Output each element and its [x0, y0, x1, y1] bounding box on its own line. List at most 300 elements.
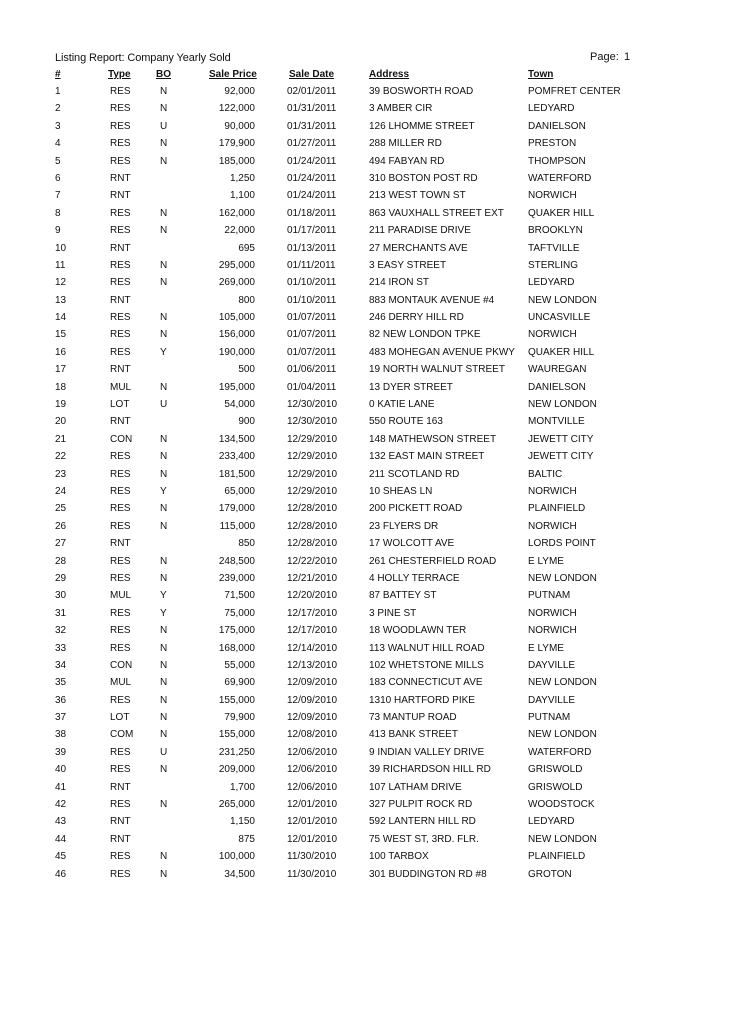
cell-type: RES [110, 799, 131, 811]
cell-type: RES [110, 120, 131, 132]
cell-bo: N [160, 451, 168, 463]
column-header-address: Address [369, 69, 410, 80]
table-row [0, 136, 755, 153]
cell-sale-price: 156,000 [218, 329, 255, 341]
table-row [0, 554, 755, 571]
cell-address: 4 HOLLY TERRACE [369, 572, 460, 584]
cell-sale-date: 12/17/2010 [287, 607, 338, 619]
cell-sale-date: 12/17/2010 [287, 625, 338, 637]
cell-type: RNT [110, 242, 131, 254]
cell-sale-price: 850 [238, 538, 255, 550]
column-header-sale-price: Sale Price [209, 69, 257, 80]
cell-number: 27 [55, 538, 67, 550]
cell-town: JEWETT CITY [528, 451, 594, 463]
cell-type: RES [110, 607, 131, 619]
cell-town: PUTNAM [528, 590, 571, 602]
cell-type: RES [110, 346, 131, 358]
cell-sale-price: 155,000 [218, 694, 255, 706]
cell-bo: N [160, 642, 168, 654]
cell-sale-date: 12/28/2010 [287, 503, 338, 515]
table-row [0, 571, 755, 588]
table-row [0, 467, 755, 484]
cell-type: RES [110, 259, 131, 271]
cell-address: 863 VAUXHALL STREET EXT [369, 207, 504, 219]
table-row [0, 275, 755, 292]
cell-sale-price: 175,000 [218, 625, 255, 637]
cell-number: 39 [55, 746, 67, 758]
cell-sale-price: 168,000 [218, 642, 255, 654]
cell-town: NORWICH [528, 329, 577, 341]
cell-address: 0 KATIE LANE [369, 399, 435, 411]
cell-sale-price: 179,900 [218, 138, 255, 150]
cell-bo: N [160, 277, 168, 289]
cell-town: PLAINFIELD [528, 503, 586, 515]
cell-town: NORWICH [528, 607, 577, 619]
cell-type: RES [110, 468, 131, 480]
cell-town: PLAINFIELD [528, 851, 586, 863]
cell-number: 35 [55, 677, 67, 689]
cell-number: 31 [55, 607, 67, 619]
cell-address: 301 BUDDINGTON RD #8 [369, 868, 487, 880]
cell-sale-price: 231,250 [218, 746, 255, 758]
cell-sale-date: 12/14/2010 [287, 642, 338, 654]
cell-address: 213 WEST TOWN ST [369, 190, 466, 202]
cell-sale-price: 155,000 [218, 729, 255, 741]
cell-type: RES [110, 485, 131, 497]
cell-sale-date: 01/31/2011 [287, 103, 337, 115]
column-header-sale-date: Sale Date [289, 69, 335, 80]
column-header-bo: BO [156, 69, 171, 80]
cell-bo: N [160, 155, 168, 167]
cell-address: 550 ROUTE 163 [369, 416, 443, 428]
cell-type: RNT [110, 781, 131, 793]
cell-town: POMFRET CENTER [528, 86, 621, 97]
cell-town: GROTON [528, 868, 572, 880]
cell-type: RES [110, 155, 131, 167]
cell-address: 107 LATHAM DRIVE [369, 781, 462, 793]
cell-sale-price: 134,500 [218, 433, 255, 445]
cell-sale-price: 1,100 [229, 190, 255, 202]
cell-sale-date: 12/29/2010 [287, 433, 338, 445]
cell-sale-date: 01/13/2011 [287, 242, 337, 254]
table-row [0, 258, 755, 275]
cell-town: LORDS POINT [528, 538, 596, 550]
cell-town: THOMPSON [528, 155, 586, 167]
cell-type: MUL [110, 590, 132, 602]
cell-number: 38 [55, 729, 67, 741]
cell-address: 17 WOLCOTT AVE [369, 538, 455, 550]
cell-bo: N [160, 329, 168, 341]
cell-sale-price: 195,000 [218, 381, 255, 393]
cell-bo: N [160, 729, 168, 741]
cell-sale-price: 295,000 [218, 259, 255, 271]
cell-bo: Y [160, 346, 167, 358]
table-row [0, 84, 755, 101]
cell-town: NORWICH [528, 520, 577, 532]
table-row [0, 727, 755, 744]
cell-type: RNT [110, 833, 131, 845]
table-row [0, 762, 755, 779]
cell-sale-price: 181,500 [218, 468, 255, 480]
cell-sale-date: 12/29/2010 [287, 485, 338, 497]
cell-address: 3 PINE ST [369, 607, 417, 619]
cell-address: 214 IRON ST [369, 277, 430, 289]
cell-bo: N [160, 659, 168, 671]
cell-address: 3 EASY STREET [369, 259, 447, 271]
cell-sale-price: 1,150 [229, 816, 255, 828]
cell-bo: N [160, 712, 168, 724]
cell-bo: N [160, 86, 168, 97]
cell-type: RES [110, 329, 131, 341]
cell-bo: N [160, 138, 168, 150]
cell-town: WOODSTOCK [528, 799, 595, 811]
cell-town: NEW LONDON [528, 677, 597, 689]
table-row [0, 449, 755, 466]
cell-number: 32 [55, 625, 67, 637]
cell-sale-price: 100,000 [218, 851, 255, 863]
cell-number: 44 [55, 833, 67, 845]
cell-sale-date: 01/17/2011 [287, 225, 337, 237]
table-row [0, 745, 755, 762]
cell-sale-price: 34,500 [224, 868, 255, 880]
cell-type: RNT [110, 364, 131, 376]
table-row [0, 241, 755, 258]
cell-number: 21 [55, 433, 67, 445]
cell-town: NORWICH [528, 625, 577, 637]
cell-bo: N [160, 433, 168, 445]
cell-type: RES [110, 851, 131, 863]
cell-town: QUAKER HILL [528, 207, 595, 219]
column-header-type: Type [108, 69, 131, 80]
cell-number: 23 [55, 468, 67, 480]
cell-town: E LYME [528, 555, 564, 567]
cell-sale-date: 01/18/2011 [287, 207, 337, 219]
cell-town: BROOKLYN [528, 225, 583, 237]
cell-type: RNT [110, 190, 131, 202]
cell-number: 36 [55, 694, 67, 706]
cell-number: 5 [55, 155, 61, 167]
cell-bo: N [160, 520, 168, 532]
cell-type: RES [110, 555, 131, 567]
cell-sale-price: 115,000 [219, 520, 255, 532]
cell-address: 132 EAST MAIN STREET [369, 451, 485, 463]
table-row [0, 849, 755, 866]
cell-number: 20 [55, 416, 67, 428]
cell-number: 46 [55, 868, 67, 880]
cell-number: 37 [55, 712, 67, 724]
cell-number: 43 [55, 816, 67, 828]
cell-sale-date: 12/06/2010 [287, 781, 338, 793]
cell-address: 27 MERCHANTS AVE [369, 242, 468, 254]
cell-sale-price: 1,700 [229, 781, 255, 793]
cell-town: NEW LONDON [528, 833, 597, 845]
cell-number: 29 [55, 572, 67, 584]
cell-sale-date: 12/30/2010 [287, 416, 338, 428]
cell-type: RNT [110, 538, 131, 550]
cell-sale-date: 11/30/2010 [287, 868, 337, 880]
cell-address: 9 INDIAN VALLEY DRIVE [369, 746, 485, 758]
cell-number: 33 [55, 642, 67, 654]
cell-address: 211 SCOTLAND RD [369, 468, 460, 480]
cell-number: 9 [55, 225, 61, 237]
cell-sale-price: 75,000 [224, 607, 255, 619]
table-row [0, 432, 755, 449]
cell-sale-price: 900 [238, 416, 255, 428]
cell-town: PRESTON [528, 138, 577, 150]
cell-address: 200 PICKETT ROAD [369, 503, 463, 515]
cell-type: MUL [110, 381, 132, 393]
cell-bo: N [160, 555, 168, 567]
cell-town: TAFTVILLE [528, 242, 580, 254]
cell-address: 39 RICHARDSON HILL RD [369, 764, 491, 776]
cell-type: RES [110, 503, 131, 515]
cell-bo: N [160, 625, 168, 637]
cell-sale-date: 12/28/2010 [287, 520, 338, 532]
cell-bo: N [160, 851, 168, 863]
cell-number: 18 [55, 381, 67, 393]
cell-type: LOT [110, 399, 130, 411]
cell-bo: N [160, 103, 168, 115]
cell-town: LEDYARD [528, 277, 575, 289]
cell-address: 113 WALNUT HILL ROAD [369, 642, 485, 654]
cell-sale-date: 01/11/2011 [287, 259, 336, 271]
cell-type: RES [110, 207, 131, 219]
cell-address: 82 NEW LONDON TPKE [369, 329, 481, 341]
cell-sale-price: 190,000 [218, 346, 255, 358]
cell-address: 592 LANTERN HILL RD [369, 816, 476, 828]
cell-number: 30 [55, 590, 67, 602]
cell-sale-price: 1,250 [229, 172, 255, 184]
cell-bo: U [160, 399, 168, 411]
cell-number: 26 [55, 520, 67, 532]
table-row [0, 327, 755, 344]
cell-address: 148 MATHEWSON STREET [369, 433, 497, 445]
cell-number: 42 [55, 799, 67, 811]
table-row [0, 154, 755, 171]
column-header-number: # [55, 69, 61, 80]
cell-address: 327 PULPIT ROCK RD [369, 799, 473, 811]
cell-town: UNCASVILLE [528, 312, 591, 324]
cell-town: DANIELSON [528, 120, 586, 132]
cell-sale-date: 01/04/2011 [287, 381, 337, 393]
cell-address: 10 SHEAS LN [369, 485, 433, 497]
cell-sale-date: 12/08/2010 [287, 729, 338, 741]
cell-bo: U [160, 746, 168, 758]
cell-bo: Y [160, 485, 167, 497]
cell-number: 11 [55, 259, 66, 271]
cell-type: RES [110, 103, 131, 115]
table-row [0, 588, 755, 605]
cell-address: 13 DYER STREET [369, 381, 453, 393]
cell-bo: N [160, 868, 168, 880]
cell-type: RES [110, 520, 131, 532]
cell-town: GRISWOLD [528, 781, 583, 793]
table-row [0, 641, 755, 658]
cell-sale-date: 12/20/2010 [287, 590, 338, 602]
cell-address: 23 FLYERS DR [369, 520, 439, 532]
cell-bo: N [160, 503, 168, 515]
cell-sale-price: 875 [238, 833, 255, 845]
cell-bo: N [160, 207, 168, 219]
cell-sale-date: 12/21/2010 [287, 572, 338, 584]
table-row [0, 345, 755, 362]
cell-type: RES [110, 746, 131, 758]
table-row [0, 693, 755, 710]
cell-sale-price: 79,900 [224, 712, 255, 724]
cell-sale-price: 162,000 [218, 207, 255, 219]
cell-sale-price: 122,000 [218, 103, 255, 115]
table-row [0, 362, 755, 379]
cell-sale-date: 11/30/2010 [287, 851, 337, 863]
cell-number: 1 [55, 86, 61, 97]
cell-town: NEW LONDON [528, 572, 597, 584]
cell-sale-date: 01/24/2011 [287, 190, 337, 202]
cell-address: 883 MONTAUK AVENUE #4 [369, 294, 495, 306]
table-row [0, 101, 755, 118]
table-row [0, 188, 755, 205]
cell-sale-price: 71,500 [224, 590, 255, 602]
cell-bo: N [160, 312, 168, 324]
cell-sale-date: 12/01/2010 [287, 799, 338, 811]
cell-sale-date: 01/06/2011 [287, 364, 337, 376]
cell-sale-date: 12/09/2010 [287, 677, 338, 689]
cell-bo: N [160, 799, 168, 811]
table-row [0, 867, 755, 884]
cell-type: RNT [110, 816, 131, 828]
table-row [0, 206, 755, 223]
report-title: Listing Report: Company Yearly Sold [55, 52, 231, 64]
cell-address: 87 BATTEY ST [369, 590, 437, 602]
cell-type: RES [110, 451, 131, 463]
cell-type: RES [110, 86, 131, 97]
cell-number: 7 [55, 190, 61, 202]
cell-town: QUAKER HILL [528, 346, 595, 358]
cell-town: PUTNAM [528, 712, 571, 724]
cell-sale-date: 12/30/2010 [287, 399, 338, 411]
cell-number: 17 [55, 364, 67, 376]
cell-number: 45 [55, 851, 67, 863]
cell-bo: U [160, 120, 168, 132]
table-row [0, 814, 755, 831]
table-row [0, 832, 755, 849]
cell-number: 25 [55, 503, 67, 515]
cell-town: DANIELSON [528, 381, 586, 393]
cell-bo: N [160, 259, 168, 271]
cell-sale-price: 265,000 [218, 799, 255, 811]
table-row [0, 171, 755, 188]
table-row [0, 606, 755, 623]
cell-number: 13 [55, 294, 67, 306]
cell-type: RES [110, 764, 131, 776]
cell-address: 246 DERRY HILL RD [369, 312, 464, 324]
table-row [0, 658, 755, 675]
cell-town: LEDYARD [528, 816, 575, 828]
cell-town: DAYVILLE [528, 659, 576, 671]
cell-sale-price: 500 [238, 364, 255, 376]
cell-sale-date: 01/27/2011 [287, 138, 337, 150]
cell-sale-price: 695 [238, 242, 255, 254]
cell-town: LEDYARD [528, 103, 575, 115]
table-row [0, 536, 755, 553]
cell-bo: N [160, 225, 168, 237]
cell-bo: Y [160, 607, 167, 619]
table-row [0, 623, 755, 640]
cell-type: RES [110, 225, 131, 237]
cell-type: RES [110, 312, 131, 324]
cell-sale-date: 02/01/2011 [287, 86, 337, 97]
cell-town: GRISWOLD [528, 764, 583, 776]
cell-number: 8 [55, 207, 61, 219]
cell-sale-price: 65,000 [224, 485, 255, 497]
cell-number: 24 [55, 485, 67, 497]
cell-type: RES [110, 625, 131, 637]
cell-address: 73 MANTUP ROAD [369, 712, 457, 724]
cell-number: 40 [55, 764, 67, 776]
cell-type: RES [110, 868, 131, 880]
cell-type: RES [110, 138, 131, 150]
cell-sale-price: 55,000 [224, 659, 255, 671]
cell-address: 494 FABYAN RD [369, 155, 445, 167]
cell-address: 183 CONNECTICUT AVE [369, 677, 483, 689]
cell-bo: N [160, 677, 168, 689]
cell-type: RES [110, 694, 131, 706]
cell-address: 413 BANK STREET [369, 729, 458, 741]
cell-town: WAUREGAN [528, 364, 587, 376]
cell-type: RNT [110, 172, 131, 184]
table-row [0, 797, 755, 814]
cell-sale-date: 12/13/2010 [287, 659, 338, 671]
cell-sale-date: 12/29/2010 [287, 451, 338, 463]
cell-sale-date: 01/10/2011 [287, 294, 337, 306]
cell-type: RNT [110, 416, 131, 428]
cell-number: 34 [55, 659, 67, 671]
cell-bo: N [160, 468, 168, 480]
cell-number: 4 [55, 138, 61, 150]
cell-town: NEW LONDON [528, 729, 597, 741]
cell-number: 6 [55, 172, 61, 184]
column-header-town: Town [528, 69, 554, 80]
cell-sale-price: 209,000 [218, 764, 255, 776]
cell-address: 126 LHOMME STREET [369, 120, 475, 132]
cell-sale-date: 01/24/2011 [287, 172, 337, 184]
cell-sale-date: 12/06/2010 [287, 764, 338, 776]
table-row [0, 293, 755, 310]
cell-town: JEWETT CITY [528, 433, 594, 445]
cell-sale-price: 54,000 [224, 399, 255, 411]
cell-town: WATERFORD [528, 746, 592, 758]
table-row [0, 414, 755, 431]
table-row [0, 501, 755, 518]
cell-address: 1310 HARTFORD PIKE [369, 694, 475, 706]
cell-sale-date: 01/31/2011 [287, 120, 337, 132]
table-row [0, 710, 755, 727]
cell-sale-date: 01/10/2011 [287, 277, 337, 289]
cell-address: 483 MOHEGAN AVENUE PKWY [369, 346, 515, 358]
cell-bo: N [160, 694, 168, 706]
table-row [0, 119, 755, 136]
cell-sale-date: 12/09/2010 [287, 694, 338, 706]
cell-address: 3 AMBER CIR [369, 103, 433, 115]
cell-sale-date: 12/01/2010 [287, 816, 338, 828]
cell-address: 18 WOODLAWN TER [369, 625, 467, 637]
cell-town: BALTIC [528, 468, 563, 480]
cell-town: MONTVILLE [528, 416, 585, 428]
cell-address: 261 CHESTERFIELD ROAD [369, 555, 497, 567]
page-number: 1 [624, 51, 631, 63]
cell-town: DAYVILLE [528, 694, 576, 706]
table-row [0, 484, 755, 501]
cell-sale-date: 12/22/2010 [287, 555, 338, 567]
